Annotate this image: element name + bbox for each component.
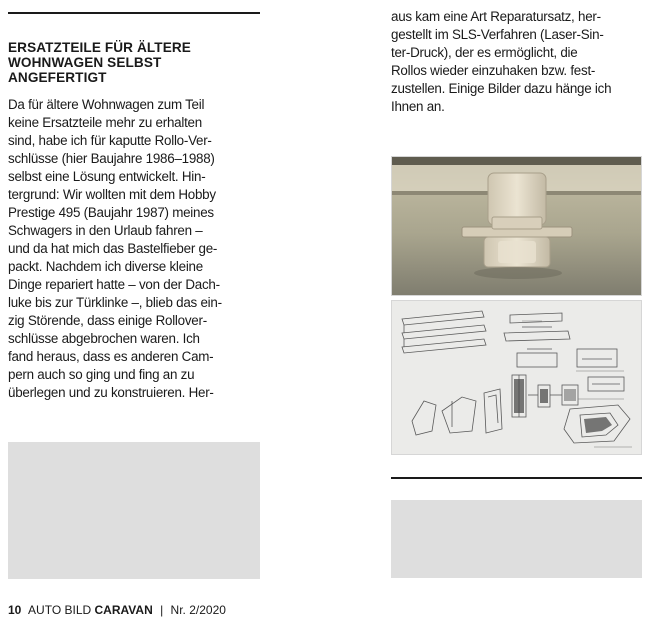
text-line: keine Ersatzteile mehr zu erhalten — [8, 115, 202, 130]
text-line: aus kam eine Art Reparatursatz, her- — [391, 9, 601, 24]
footer-separator: | — [160, 603, 164, 617]
page-number: 10 — [8, 603, 22, 617]
text-line: zig Störende, dass einige Rollover- — [8, 313, 207, 328]
text-line: Schwagers in den Urlaub fahren – — [8, 223, 203, 238]
article-headline: ERSATZTEILE FÜR ÄLTERE WOHNWAGEN SELBST ANGEFERTIGT — [8, 40, 191, 85]
text-line: Da für ältere Wohnwagen zum Teil — [8, 97, 205, 112]
page-footer — [8, 603, 226, 617]
magazine-prefix: AUTO BILD — [28, 603, 92, 617]
text-line: gestellt im SLS-Verfahren (Laser-Sin- — [391, 27, 604, 42]
issue-number: Nr. 2/2020 — [170, 603, 226, 617]
text-line: und da hat mich das Bastelfieber ge- — [8, 241, 218, 256]
text-line: tergrund: Wir wollten mit dem Hobby — [8, 187, 216, 202]
text-line: fand heraus, dass es anderen Cam- — [8, 349, 214, 364]
bottom-rule-right — [391, 477, 642, 479]
text-line: packt. Nachdem ich diverse kleine — [8, 259, 203, 274]
text-line: zustellen. Einige Bilder dazu hänge ich — [391, 81, 612, 96]
text-line: Rollos wieder einzuhaken bzw. fest- — [391, 63, 596, 78]
technical-sketch-image — [391, 300, 642, 455]
text-line: ter-Druck), der es ermöglicht, die — [391, 45, 578, 60]
text-line: luke bis zur Türklinke –, blieb das ein- — [8, 295, 222, 310]
roller-clip-photo — [391, 156, 642, 296]
text-line: schlüsse (hier Baujahre 1986–1988) — [8, 151, 215, 166]
text-line: überlegen und zu konstruieren. Her- — [8, 385, 214, 400]
text-line: Prestige 495 (Baujahr 1987) meines — [8, 205, 214, 220]
article-body-right — [391, 8, 642, 116]
top-rule-left — [8, 12, 260, 14]
text-line: sind, habe ich für kaputte Rollo-Ver- — [8, 133, 212, 148]
text-line: Dinge repariert hatte – von der Dach- — [8, 277, 220, 292]
magazine-name: CARAVAN — [94, 603, 153, 617]
ad-placeholder-right — [391, 500, 642, 578]
ad-placeholder-left — [8, 442, 260, 579]
text-line: Ihnen an. — [391, 99, 445, 114]
text-line: selbst eine Lösung entwickelt. Hin- — [8, 169, 206, 184]
text-line: pern auch so ging und fing an zu — [8, 367, 195, 382]
text-line: schlüsse abgebrochen waren. Ich — [8, 331, 200, 346]
article-body-left — [8, 96, 260, 402]
